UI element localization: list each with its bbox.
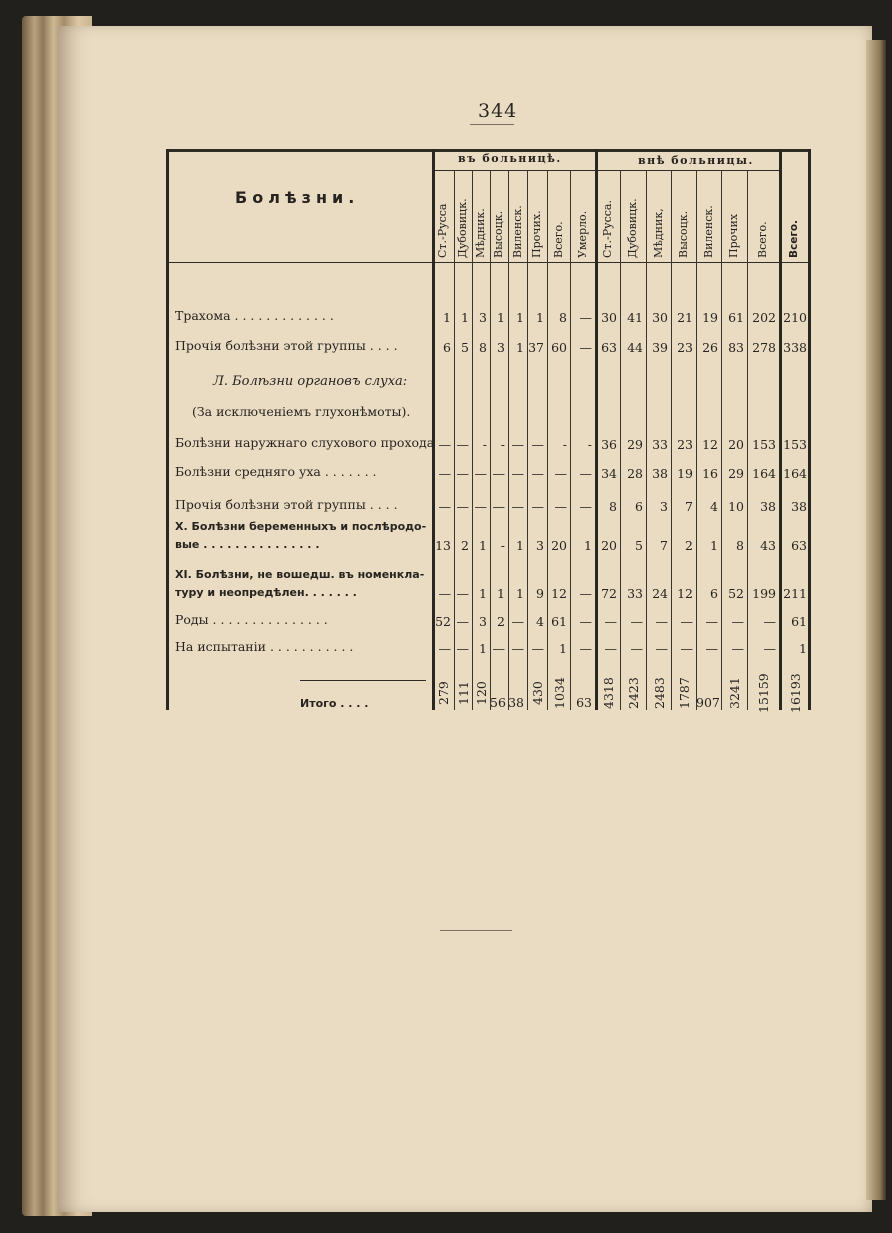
column-header-in-6: Всего. xyxy=(551,221,565,258)
table-cell: — xyxy=(705,641,718,656)
table-cell: 8 xyxy=(736,538,744,553)
table-cell: — xyxy=(438,641,451,656)
table-cell: 19 xyxy=(702,310,718,325)
table-cell: 30 xyxy=(652,310,668,325)
table-cell: 37 xyxy=(528,340,544,355)
table-cell: 4 xyxy=(536,614,544,629)
table-cell: 28 xyxy=(627,466,643,481)
table-cell: 1 xyxy=(516,538,524,553)
table-cell: 38 xyxy=(652,466,668,481)
table-cell: — xyxy=(438,437,451,452)
page-number-rule xyxy=(470,124,514,125)
table-cell: — xyxy=(579,586,592,601)
totals-cell: 279 xyxy=(436,681,451,706)
column-header-out-4: Виленск. xyxy=(701,205,715,258)
totals-cell: 430 xyxy=(530,681,545,706)
table-cell: — xyxy=(511,466,524,481)
totals-cell: 38 xyxy=(508,695,524,710)
table-cell: — xyxy=(492,499,505,514)
row-label-continued: вые . . . . . . . . . . . . . . . xyxy=(175,538,320,551)
table-cell: 19 xyxy=(677,466,693,481)
table-cell: 199 xyxy=(752,586,776,601)
row-label: XI. Болѣзни, не вошедш. въ номенкла- xyxy=(175,568,425,581)
table-cell: 39 xyxy=(652,340,668,355)
group-out-hospital: внѣ больницы. xyxy=(638,154,754,167)
table-cell: 24 xyxy=(652,586,668,601)
table-cell: — xyxy=(531,466,544,481)
table-cell: 21 xyxy=(677,310,693,325)
table-cell: 13 xyxy=(435,538,451,553)
header-bottom-rule xyxy=(166,262,810,263)
table-cell: — xyxy=(554,499,567,514)
column-header-total: Всего. xyxy=(787,219,800,258)
table-cell: — xyxy=(579,310,592,325)
table-cell: — xyxy=(579,641,592,656)
table-cell: 20 xyxy=(728,437,744,452)
table-cell: 338 xyxy=(783,340,807,355)
table-cell: 6 xyxy=(635,499,643,514)
column-header-out-2: Мѣдник, xyxy=(651,208,665,258)
table-cell: 10 xyxy=(728,499,744,514)
table-cell: 29 xyxy=(627,437,643,452)
table-cell: 1 xyxy=(479,586,487,601)
table-cell: — xyxy=(456,437,469,452)
table-cell: 83 xyxy=(728,340,744,355)
table-cell: 1 xyxy=(799,641,807,656)
table-cell: 72 xyxy=(601,586,617,601)
table-cell: - xyxy=(500,538,505,553)
table-cell: — xyxy=(474,499,487,514)
table-cell: — xyxy=(492,466,505,481)
table-cell: 9 xyxy=(536,586,544,601)
table-cell: 52 xyxy=(435,614,451,629)
column-header-in-0: Ст.-Русса xyxy=(436,203,449,258)
column-header-in-3: Высоцк. xyxy=(492,210,505,258)
row-label: Прочія болѣзни этой группы . . . . xyxy=(175,497,398,512)
table-cell: — xyxy=(630,614,643,629)
table-cell: 61 xyxy=(728,310,744,325)
column-header-in-4: Виленск. xyxy=(510,205,524,258)
table-cell: — xyxy=(655,614,668,629)
table-cell: — xyxy=(604,641,617,656)
table-cell: 63 xyxy=(601,340,617,355)
totals-cell: 2483 xyxy=(651,677,667,710)
column-header-out-5: Прочих xyxy=(727,213,740,258)
row-label: Роды . . . . . . . . . . . . . . . xyxy=(175,612,328,627)
table-cell: - xyxy=(482,437,487,452)
column-header-in-2: Мѣдник. xyxy=(474,208,487,258)
table-cell: 43 xyxy=(760,538,776,553)
table-cell: 1 xyxy=(516,310,524,325)
table-cell: 164 xyxy=(783,466,807,481)
table-cell: 38 xyxy=(760,499,776,514)
table-cell: 34 xyxy=(601,466,617,481)
table-cell: 61 xyxy=(791,614,807,629)
table-cell: 3 xyxy=(536,538,544,553)
table-cell: — xyxy=(531,641,544,656)
table-cell: 2 xyxy=(685,538,693,553)
table-cell: 33 xyxy=(627,586,643,601)
row-label-continued: туру и неопредѣлен. . . . . . . xyxy=(175,586,357,599)
table-cell: — xyxy=(763,641,776,656)
row-label: (За исключеніемъ глухонѣмоты). xyxy=(192,404,411,419)
totals-cell: 2423 xyxy=(626,677,641,710)
table-cell: 36 xyxy=(601,437,617,452)
table-cell: — xyxy=(531,437,544,452)
table-cell: 8 xyxy=(479,340,487,355)
table-cell: 7 xyxy=(685,499,693,514)
table-cell: 202 xyxy=(752,310,776,325)
table-cell: — xyxy=(579,614,592,629)
group-header-rule-out xyxy=(595,170,779,171)
table-cell: — xyxy=(511,499,524,514)
totals-label: Итого . . . . xyxy=(300,697,369,710)
table-cell: — xyxy=(438,499,451,514)
table-cell: 1 xyxy=(497,586,505,601)
table-cell: 23 xyxy=(677,437,693,452)
table-cell: - xyxy=(500,437,505,452)
totals-rule xyxy=(300,680,426,681)
column-header-out-0: Ст.-Русса. xyxy=(600,200,614,258)
table-cell: - xyxy=(587,437,592,452)
table-cell: — xyxy=(438,586,451,601)
table-cell: — xyxy=(511,641,524,656)
table-cell: — xyxy=(579,340,592,355)
column-header-in-1: Дубовицк. xyxy=(456,198,469,258)
table-cell: — xyxy=(456,499,469,514)
totals-cell: 1034 xyxy=(551,677,567,710)
row-label: Л. Болѣзни органовъ слуха: xyxy=(213,374,408,389)
table-right-rule xyxy=(808,149,811,710)
table-cell: 6 xyxy=(710,586,718,601)
table-left-rule xyxy=(166,149,169,710)
page-number: 344 xyxy=(478,100,518,122)
row-label: Болѣзни средняго уха . . . . . . . xyxy=(175,464,377,479)
table-cell: 1 xyxy=(710,538,718,553)
table-cell: 3 xyxy=(479,310,487,325)
table-cell: 1 xyxy=(461,310,469,325)
table-cell: 164 xyxy=(752,466,776,481)
table-cell: 33 xyxy=(652,437,668,452)
row-label: На испытаніи . . . . . . . . . . . xyxy=(175,639,354,654)
table-cell: — xyxy=(731,641,744,656)
totals-cell: 907 xyxy=(696,695,720,710)
table-cell: — xyxy=(731,614,744,629)
row-header-title: Болѣзни. xyxy=(235,188,360,207)
totals-cell: 63 xyxy=(576,695,592,710)
table-cell: — xyxy=(554,466,567,481)
table-cell: 8 xyxy=(559,310,567,325)
table-cell: - xyxy=(562,437,567,452)
table-cell: 63 xyxy=(791,538,807,553)
table-cell: 1 xyxy=(479,538,487,553)
group-in-hospital: въ больницѣ. xyxy=(458,152,562,165)
table-cell: 12 xyxy=(551,586,567,601)
table-cell: 211 xyxy=(783,586,807,601)
table-cell: — xyxy=(604,614,617,629)
table-cell: — xyxy=(511,437,524,452)
totals-cell: 111 xyxy=(456,681,471,706)
table-cell: 2 xyxy=(461,538,469,553)
table-cell: 12 xyxy=(702,437,718,452)
row-label: X. Болѣзни беременныхъ и послѣродо- xyxy=(175,520,427,533)
totals-cell: 120 xyxy=(474,681,489,706)
table-cell: 1 xyxy=(584,538,592,553)
table-cell: — xyxy=(456,586,469,601)
table-cell: 1 xyxy=(559,641,567,656)
table-cell: 7 xyxy=(660,538,668,553)
table-cell: — xyxy=(655,641,668,656)
table-cell: — xyxy=(474,466,487,481)
table-cell: 44 xyxy=(627,340,643,355)
table-cell: 1 xyxy=(479,641,487,656)
table-cell: — xyxy=(531,499,544,514)
totals-cell: 4318 xyxy=(600,677,616,710)
column-header-in-7: Умерло. xyxy=(575,210,589,258)
column-header-out-3: Высоцк. xyxy=(676,210,690,258)
bottom-rule xyxy=(440,930,512,931)
totals-cell: 1787 xyxy=(676,677,692,710)
row-label: Болѣзни наружнаго слухового прохода xyxy=(175,435,435,450)
totals-cell: 3241 xyxy=(727,677,742,710)
table-cell: — xyxy=(438,466,451,481)
table-cell: — xyxy=(705,614,718,629)
totals-cell: 15159 xyxy=(756,673,771,713)
table-cell: 41 xyxy=(627,310,643,325)
table-cell: 23 xyxy=(677,340,693,355)
table-cell: 1 xyxy=(497,310,505,325)
table-cell: — xyxy=(511,614,524,629)
table-cell: 38 xyxy=(791,499,807,514)
table-cell: 278 xyxy=(752,340,776,355)
table-cell: 5 xyxy=(635,538,643,553)
table-cell: 1 xyxy=(516,340,524,355)
table-cell: 3 xyxy=(497,340,505,355)
table-cell: 1 xyxy=(516,586,524,601)
table-cell: 60 xyxy=(551,340,567,355)
table-cell: 153 xyxy=(752,437,776,452)
column-header-out-1: Дубовицк. xyxy=(626,198,639,258)
table-cell: — xyxy=(579,499,592,514)
table-cell: 20 xyxy=(551,538,567,553)
totals-cell: 56 xyxy=(490,695,506,710)
table-cell: — xyxy=(763,614,776,629)
table-cell: — xyxy=(456,614,469,629)
column-header-out-6: Всего. xyxy=(756,221,769,258)
row-label: Прочія болѣзни этой группы . . . . xyxy=(175,338,398,353)
table-cell: — xyxy=(579,466,592,481)
table-cell: 8 xyxy=(609,499,617,514)
table-cell: 16 xyxy=(702,466,718,481)
table-cell: 2 xyxy=(497,614,505,629)
table-cell: — xyxy=(680,641,693,656)
table-cell: — xyxy=(492,641,505,656)
table-cell: 26 xyxy=(702,340,718,355)
table-cell: 3 xyxy=(660,499,668,514)
table-cell: 5 xyxy=(461,340,469,355)
table-cell: 3 xyxy=(479,614,487,629)
table-cell: — xyxy=(456,641,469,656)
totals-cell: 16193 xyxy=(787,673,803,713)
table-cell: 12 xyxy=(677,586,693,601)
column-header-in-5: Прочих. xyxy=(530,210,543,258)
table-cell: — xyxy=(680,614,693,629)
row-label: Трахома . . . . . . . . . . . . . xyxy=(175,308,334,323)
table-cell: 61 xyxy=(551,614,567,629)
table-cell: 1 xyxy=(443,310,451,325)
table-cell: 210 xyxy=(783,310,807,325)
table-cell: 6 xyxy=(443,340,451,355)
page-edge-right xyxy=(866,40,886,1200)
table-cell: — xyxy=(456,466,469,481)
table-cell: 29 xyxy=(728,466,744,481)
table-cell: 1 xyxy=(536,310,544,325)
table-cell: 30 xyxy=(601,310,617,325)
table-cell: 52 xyxy=(728,586,744,601)
table-cell: 4 xyxy=(710,499,718,514)
table-cell: — xyxy=(630,641,643,656)
table-cell: 20 xyxy=(601,538,617,553)
table-cell: 153 xyxy=(783,437,807,452)
